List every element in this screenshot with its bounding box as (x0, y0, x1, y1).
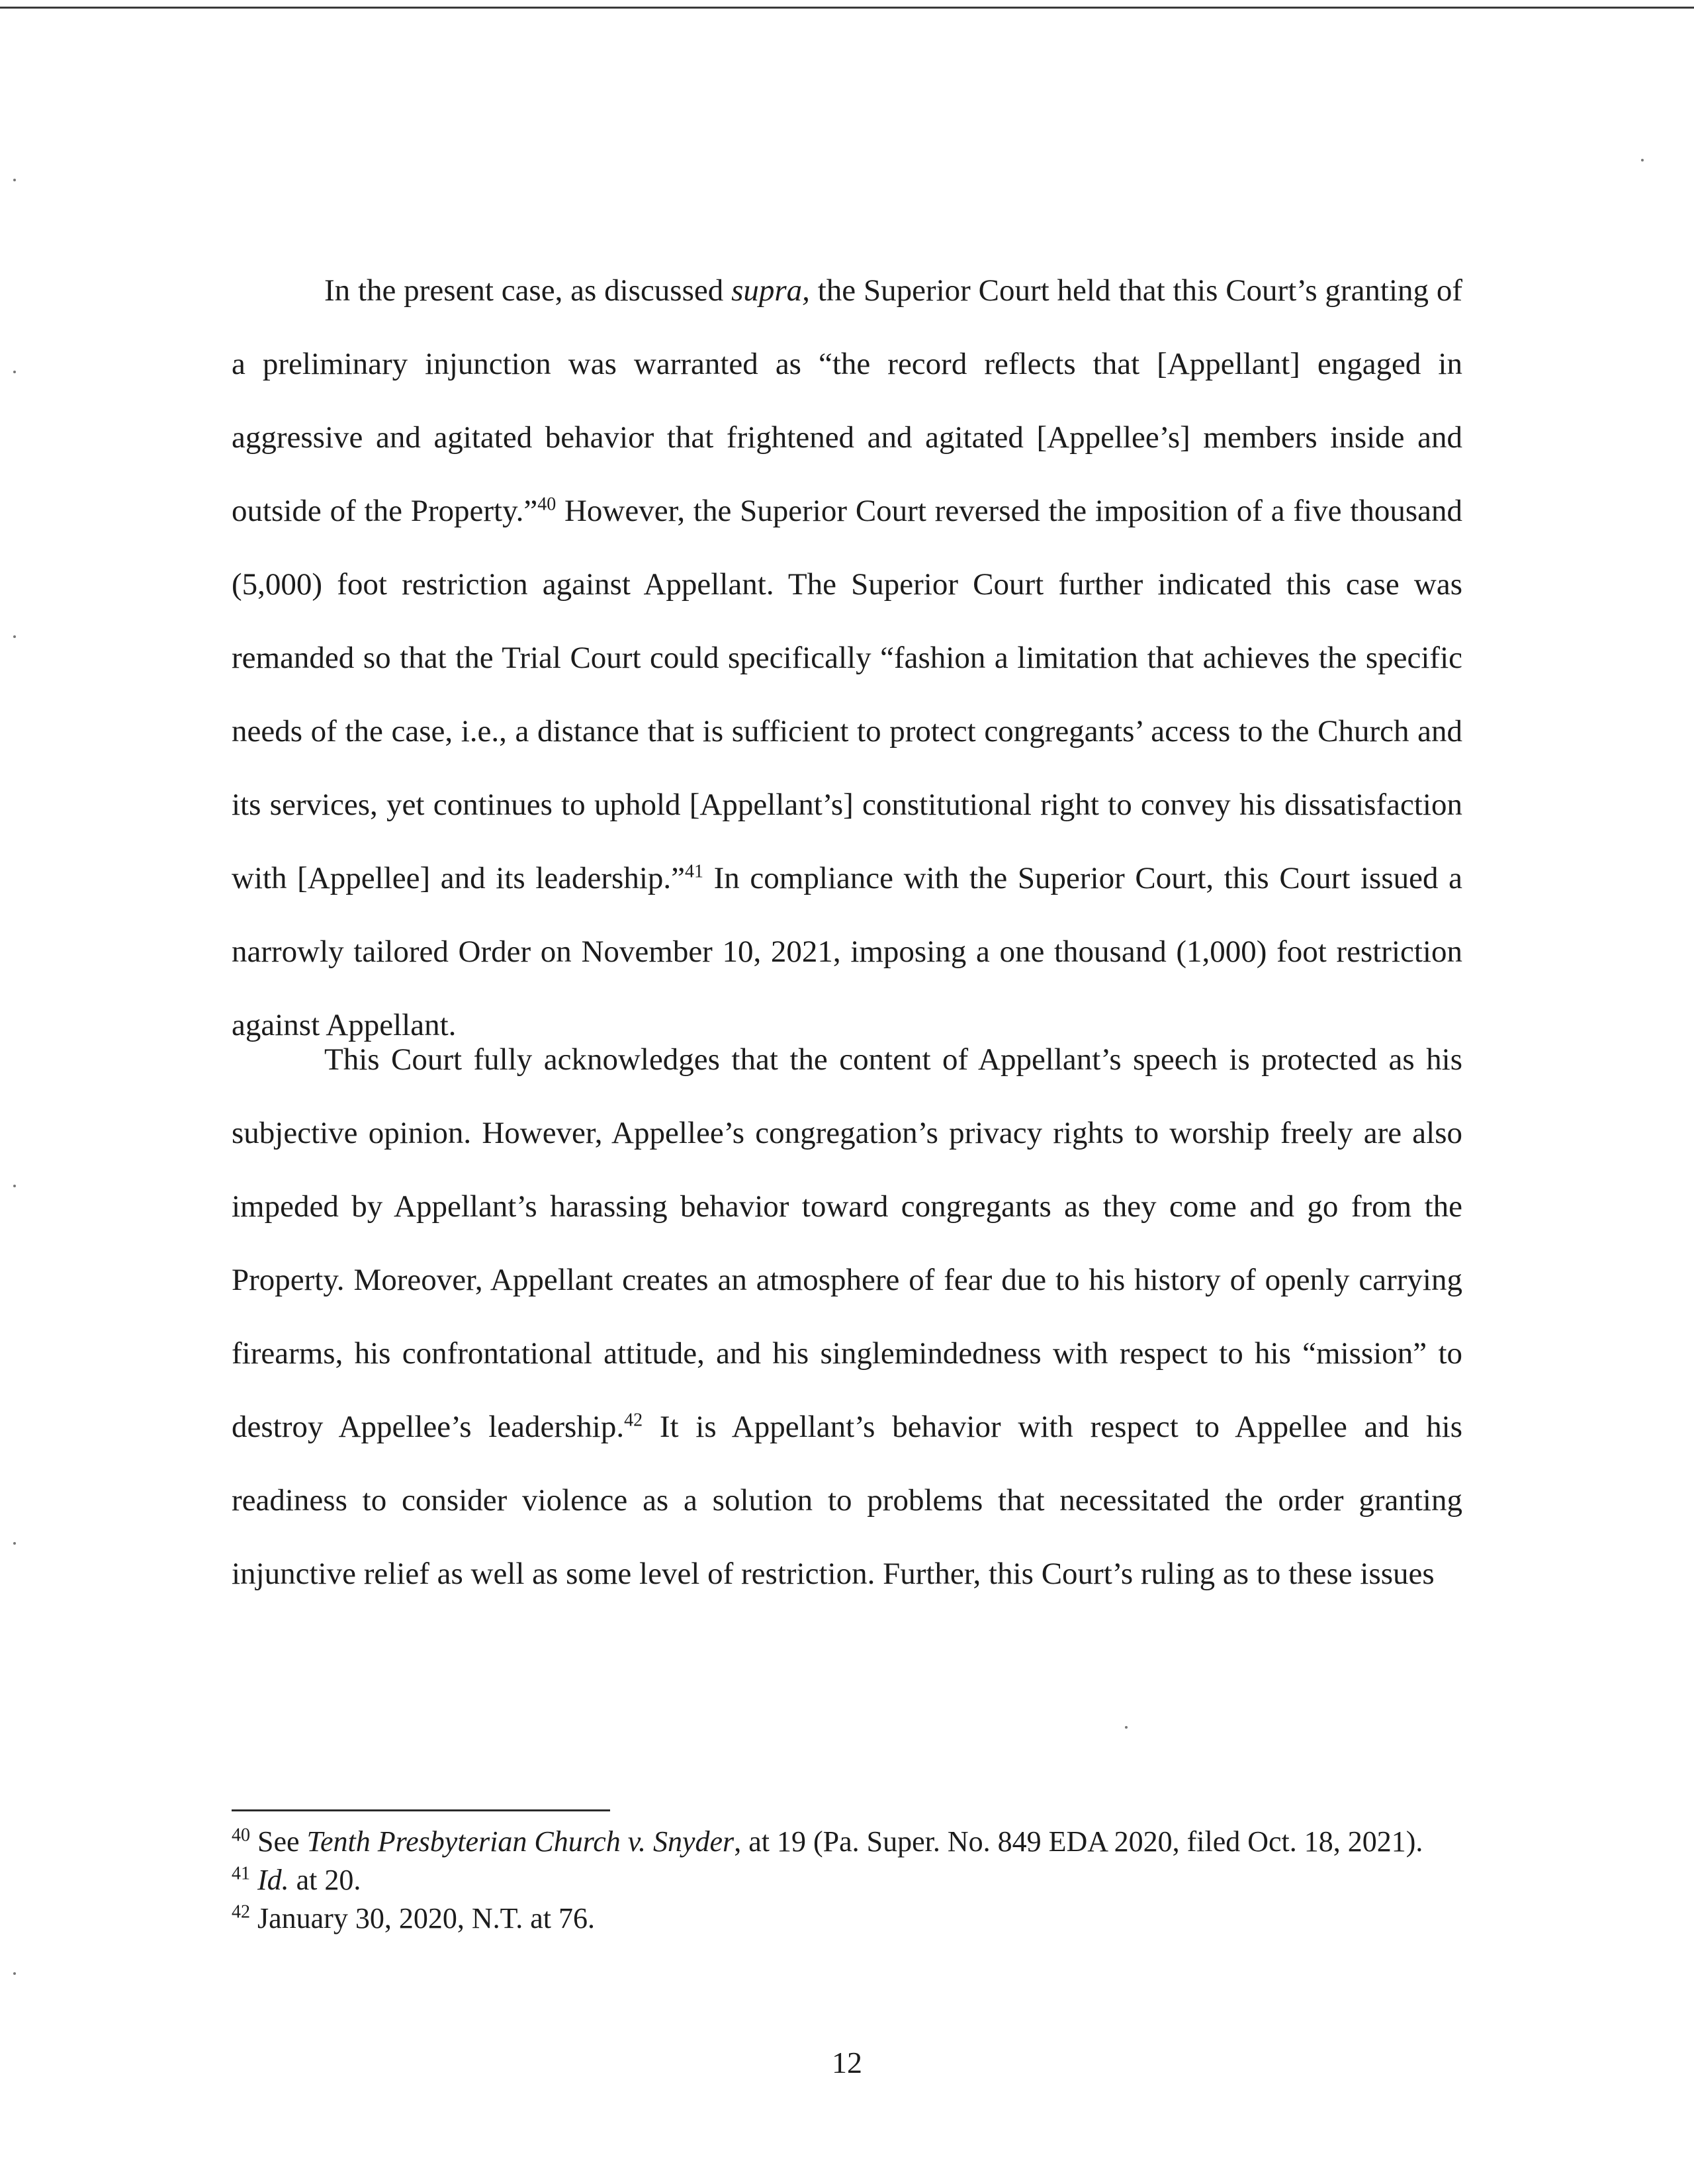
scan-speck (13, 1542, 16, 1545)
scan-speck (13, 371, 16, 373)
page-number: 12 (832, 2046, 862, 2079)
scan-speck (1125, 1726, 1128, 1729)
text-run: the Superior Court held that this Court’s granting of a preliminary injunction was warranted as “the record reflects that [Appellant] engaged in aggressive and agitated behavior that frightened and agitated [Appellee’s] members inside and outside of the Property.” (232, 273, 1462, 528)
scan-speck (13, 1185, 16, 1187)
footnote-ref: 40 (232, 1825, 250, 1846)
scan-speck (1641, 159, 1644, 161)
text-run: , at 19 (Pa. Super. No. 849 EDA 2020, filed Oct. 18, 2021). (734, 1825, 1423, 1858)
text-run: January 30, 2020, N.T. at 76. (250, 1902, 595, 1934)
scan-speck (13, 1972, 16, 1975)
footnote-ref: 41 (232, 1863, 250, 1884)
footnote-ref: 42 (624, 1410, 643, 1431)
text-run: In the present case, as discussed (324, 273, 732, 308)
italic-text: Id. (257, 1864, 289, 1896)
italic-text: supra, (731, 273, 810, 308)
footnote-separator (232, 1809, 610, 1811)
footnote-ref: 42 (232, 1901, 250, 1923)
scan-top-border (0, 7, 1694, 9)
footnote-40 (232, 1823, 1462, 1861)
scan-speck (13, 635, 16, 638)
text-run: at 20. (289, 1864, 361, 1896)
paragraph-2-text (232, 1042, 1462, 1591)
footnotes (232, 1823, 1462, 1938)
italic-text: Tenth Presbyterian Church v. Snyder (306, 1825, 735, 1858)
text-run: In compliance with the Superior Court, this Court issued a narrowly tailored Order on November 10, 2021, imposing a one thousand (1,000) foot restriction against Appellant. (232, 861, 1462, 1042)
paragraph-1-text (232, 273, 1462, 1042)
footnote-41 (232, 1861, 1462, 1899)
footnote-ref: 41 (685, 861, 704, 882)
body-paragraph-2 (232, 1023, 1462, 1611)
body-paragraph-1 (232, 254, 1462, 1062)
text-run: However, the Superior Court reversed the imposition of a five thousand (5,000) foot restriction against Appellant. The Superior Court further indicated this case was remanded so that the Trial Court could specifically “fashion a limitation that achieves the specific needs of the case, i.e., a distance that is sufficient to protect congregants’ access to the Church and its services, yet continues to uphold [Appellant’s] constitutional right to convey his dissatisfaction with [Appellee] and its leadership.” (232, 494, 1462, 895)
footnote-42 (232, 1899, 1462, 1938)
text-run: This Court fully acknowledges that the content of Appellant’s speech is protected as his subjective opinion. However, Appellee’s congregation’s privacy rights to worship freely are also impeded by Appellant’s harassing behavior toward congregants as they come and go from the Property. Moreover, Appellant creates an atmosphere of fear due to his history of openly carrying firearms, his confrontational attitude, and his singlemindedness with respect to his “mission” to destroy Appellee’s leadership. (232, 1042, 1462, 1444)
scan-speck (13, 179, 16, 181)
footnote-ref: 40 (537, 494, 557, 515)
text-run: It is Appellant’s behavior with respect to Appellee and his readiness to consider violence as a solution to problems that necessitated the order granting injunctive relief as well as some level of restriction. Further, this Court’s ruling as to these issues (232, 1410, 1462, 1591)
text-run: See (250, 1825, 307, 1858)
text-run (250, 1864, 257, 1896)
